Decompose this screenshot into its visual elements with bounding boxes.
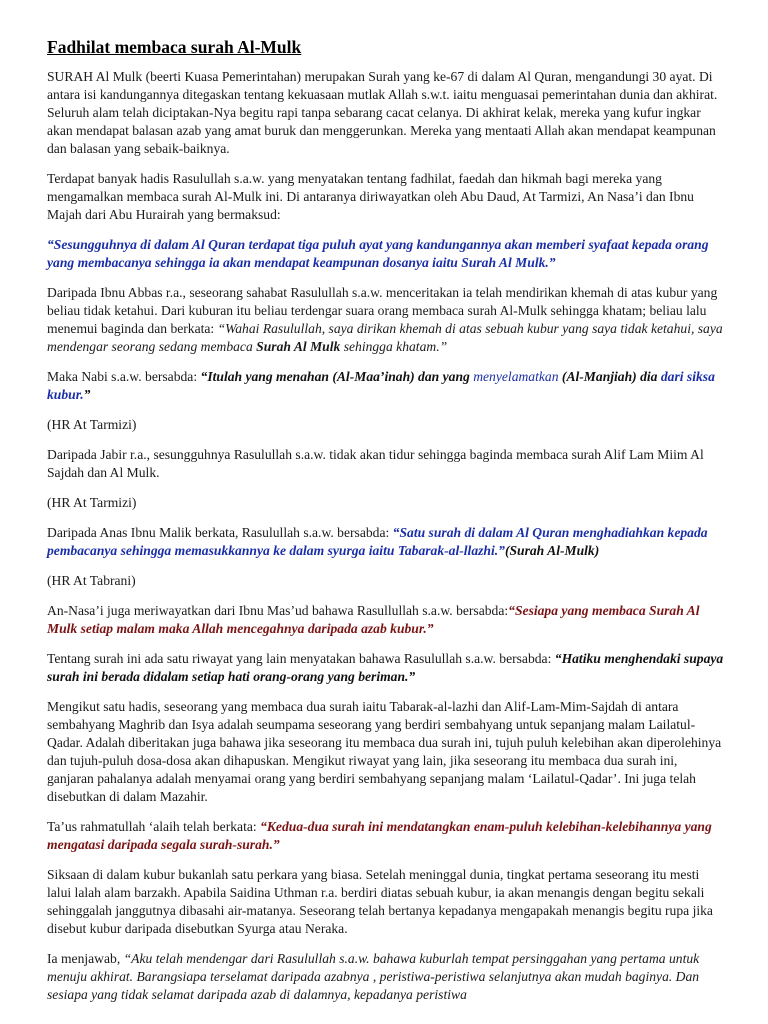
quote-text: “Wahai Rasulullah, saya dirikan khemah di atas sebuah kubur yang saya tidak ketahui, saya mendengar seorang sedang membaca <box>47 321 723 354</box>
paragraph-text: An-Nasa’i juga meriwayatkan dari Ibnu Mas’ud bahawa Rasullullah s.a.w. bersabda: <box>47 603 509 618</box>
paragraph-nabi-bersabda <box>47 368 724 404</box>
quote-bold-text: Surah Al Mulk <box>256 339 341 354</box>
paragraph-intro: SURAH Al Mulk (beerti Kuasa Pemerintahan) merupakan Surah yang ke-67 di dalam Al Quran, mengandungi 30 ayat. Di antara isi kandungannya ditegaskan tentang kekuasaan mutlak Allah s.w.t. iaitu menguasai pemerintahan dunia dan akhirat. Seluruh alam telah diciptakan-Nya begitu rapi tanpa sebarang cacat celanya. Di akhirat kelak, mereka yang kufur ingkar akan mendapat balasan azab yang amat buruk dan menggerunkan. Mereka yang mentaati Allah akan mendapat keampunan dan balasan yang sebaik-baiknya. <box>47 69 718 156</box>
paragraph-riwayat-lain <box>47 650 724 686</box>
paragraph-text: Daripada Anas Ibnu Malik berkata, Rasulullah s.a.w. bersabda: <box>47 525 393 540</box>
paragraph-anas <box>47 524 724 560</box>
paragraph-jabir: Daripada Jabir r.a., sesungguhnya Rasulullah s.a.w. tidak akan tidur sehingga baginda membaca surah Alif Lam Miim Al Sajdah dan Al Mulk. <box>47 447 704 480</box>
quote-end-text: sehingga khatam.” <box>340 339 448 354</box>
paragraph-text: Maka Nabi s.a.w. bersabda: <box>47 369 201 384</box>
paragraph-lailatul-qadar: Mengikut satu hadis, seseorang yang membaca dua surah iaitu Tabarak-al-lazhi dan Alif-Lam-Mim-Sajdah di antara sembahyang Maghrib dan Isya adalah seumpama seseorang yang berdiri sembahyang untuk sepanjang malam Lailatul-Qadar. Adalah diberitakan juga bahawa jika seseorang itu membaca dua surah ini, tujuh puluh kelebihan akan diperolehinya dan tujuh-puluh dosa-dosa akan dihapuskan. Mengikut riwayat yang lain, jika seseorang itu membaca dua surah ini, ganjaran pahalanya adalah menyamai orang yang berdiri sembahyang sepanjang malam ‘Lailatul-Qadar’. Ini juga telah disebutkan di dalam Mazahir. <box>47 699 722 804</box>
paragraph-ibnu-abbas <box>47 284 724 356</box>
quote-part-d: dari siksa kubur. <box>47 369 715 402</box>
paragraph-ia-menjawab <box>47 950 724 1004</box>
quote-part-b: menyelamatkan <box>473 369 559 384</box>
quote-text: “Satu surah di dalam Al Quran menghadiahkan kepada pembacanya sehingga memasukkannya ke dalam syurga iaitu Tabarak-al-llazhi.” <box>47 525 708 558</box>
quote-tail: (Surah Al-Mulk) <box>504 543 600 558</box>
paragraph-taus <box>47 818 724 854</box>
reference-3: (HR At Tabrani) <box>47 573 136 588</box>
paragraph-text: Tentang surah ini ada satu riwayat yang lain menyatakan bahawa Rasulullah s.a.w. bersabda: <box>47 651 555 666</box>
document-title: Fadhilat membaca surah Al-Mulk <box>47 37 302 57</box>
quote-text: “Aku telah mendengar dari Rasulullah s.a.w. bahawa kuburlah tempat persinggahan yang pertama untuk menuju akhirat. Barangsiapa terselamat daripada azabnya , peristiwa-peristiwa selanjutnya akan mudah baginya. Dan sesiapa yang tidak selamat daripada azab di dalamnya, kepadanya peristiwa <box>47 951 700 1002</box>
paragraph-text: Daripada Ibnu Abbas r.a., seseorang sahabat Rasulullah s.a.w. menceritakan ia telah mendirikan khemah di atas kubur yang beliau tidak ketahui. Dari kuburan itu beliau terdengar suara orang membaca surah Al-Mulk sehingga khatam; beliau lalu menemui baginda dan berkata: <box>47 285 718 336</box>
quote-part-e: ” <box>83 387 91 402</box>
reference-1: (HR At Tarmizi) <box>47 417 137 432</box>
paragraph-nasai <box>47 602 724 638</box>
quote-text: “Kedua-dua surah ini mendatangkan enam-puluh kelebihan-kelebihannya yang mengatasi daripada segala surah-surah.” <box>47 819 712 852</box>
paragraph-siksaan-kubur: Siksaan di dalam kubur bukanlah satu perkara yang biasa. Setelah meninggal dunia, tingkat pertama seseorang itu mesti lalui lalah alam barzakh. Apabila Saidina Uthman r.a. berdiri diatas sebuah kubur, ia akan menangis dengan begitu sekali sehinggalah janggutnya dibasahi air-matanya. Seseorang telah bertanya kepadanya mengapakah menangis begitu rupa jika disebut kubur daripada disebutkan Syurga atau Neraka. <box>47 867 713 936</box>
quote-hadith-syafaat: “Sesungguhnya di dalam Al Quran terdapat tiga puluh ayat yang kandungannya akan memberi syafaat kepada orang yang membacanya sehingga ia akan mendapat keampunan dosanya iaitu Surah Al Mulk.” <box>47 237 709 270</box>
reference-2: (HR At Tarmizi) <box>47 495 137 510</box>
quote-part-c: (Al-Manjiah) dia <box>558 369 661 384</box>
paragraph-text: Ia menjawab, <box>47 951 124 966</box>
quote-text: “Hatiku menghendaki supaya surah ini berada didalam setiap hati orang-orang yang beriman.” <box>47 651 724 684</box>
paragraph-hadith-intro: Terdapat banyak hadis Rasulullah s.a.w. yang menyatakan tentang fadhilat, faedah dan hikmah bagi mereka yang mengamalkan membaca surah Al-Mulk ini. Di antaranya diriwayatkan oleh Abu Daud, At Tarmizi, An Nasa’i dan Ibnu Majah dari Abu Hurairah yang bermaksud: <box>47 171 694 222</box>
quote-part-a: “Itulah yang menahan (Al-Maa’inah) dan yang <box>200 369 474 384</box>
paragraph-text: Ta’us rahmatullah ‘alaih telah berkata: <box>47 819 261 834</box>
quote-text: “Sesiapa yang membaca Surah Al Mulk setiap malam maka Allah mencegahnya daripada azab kubur.” <box>47 603 700 636</box>
